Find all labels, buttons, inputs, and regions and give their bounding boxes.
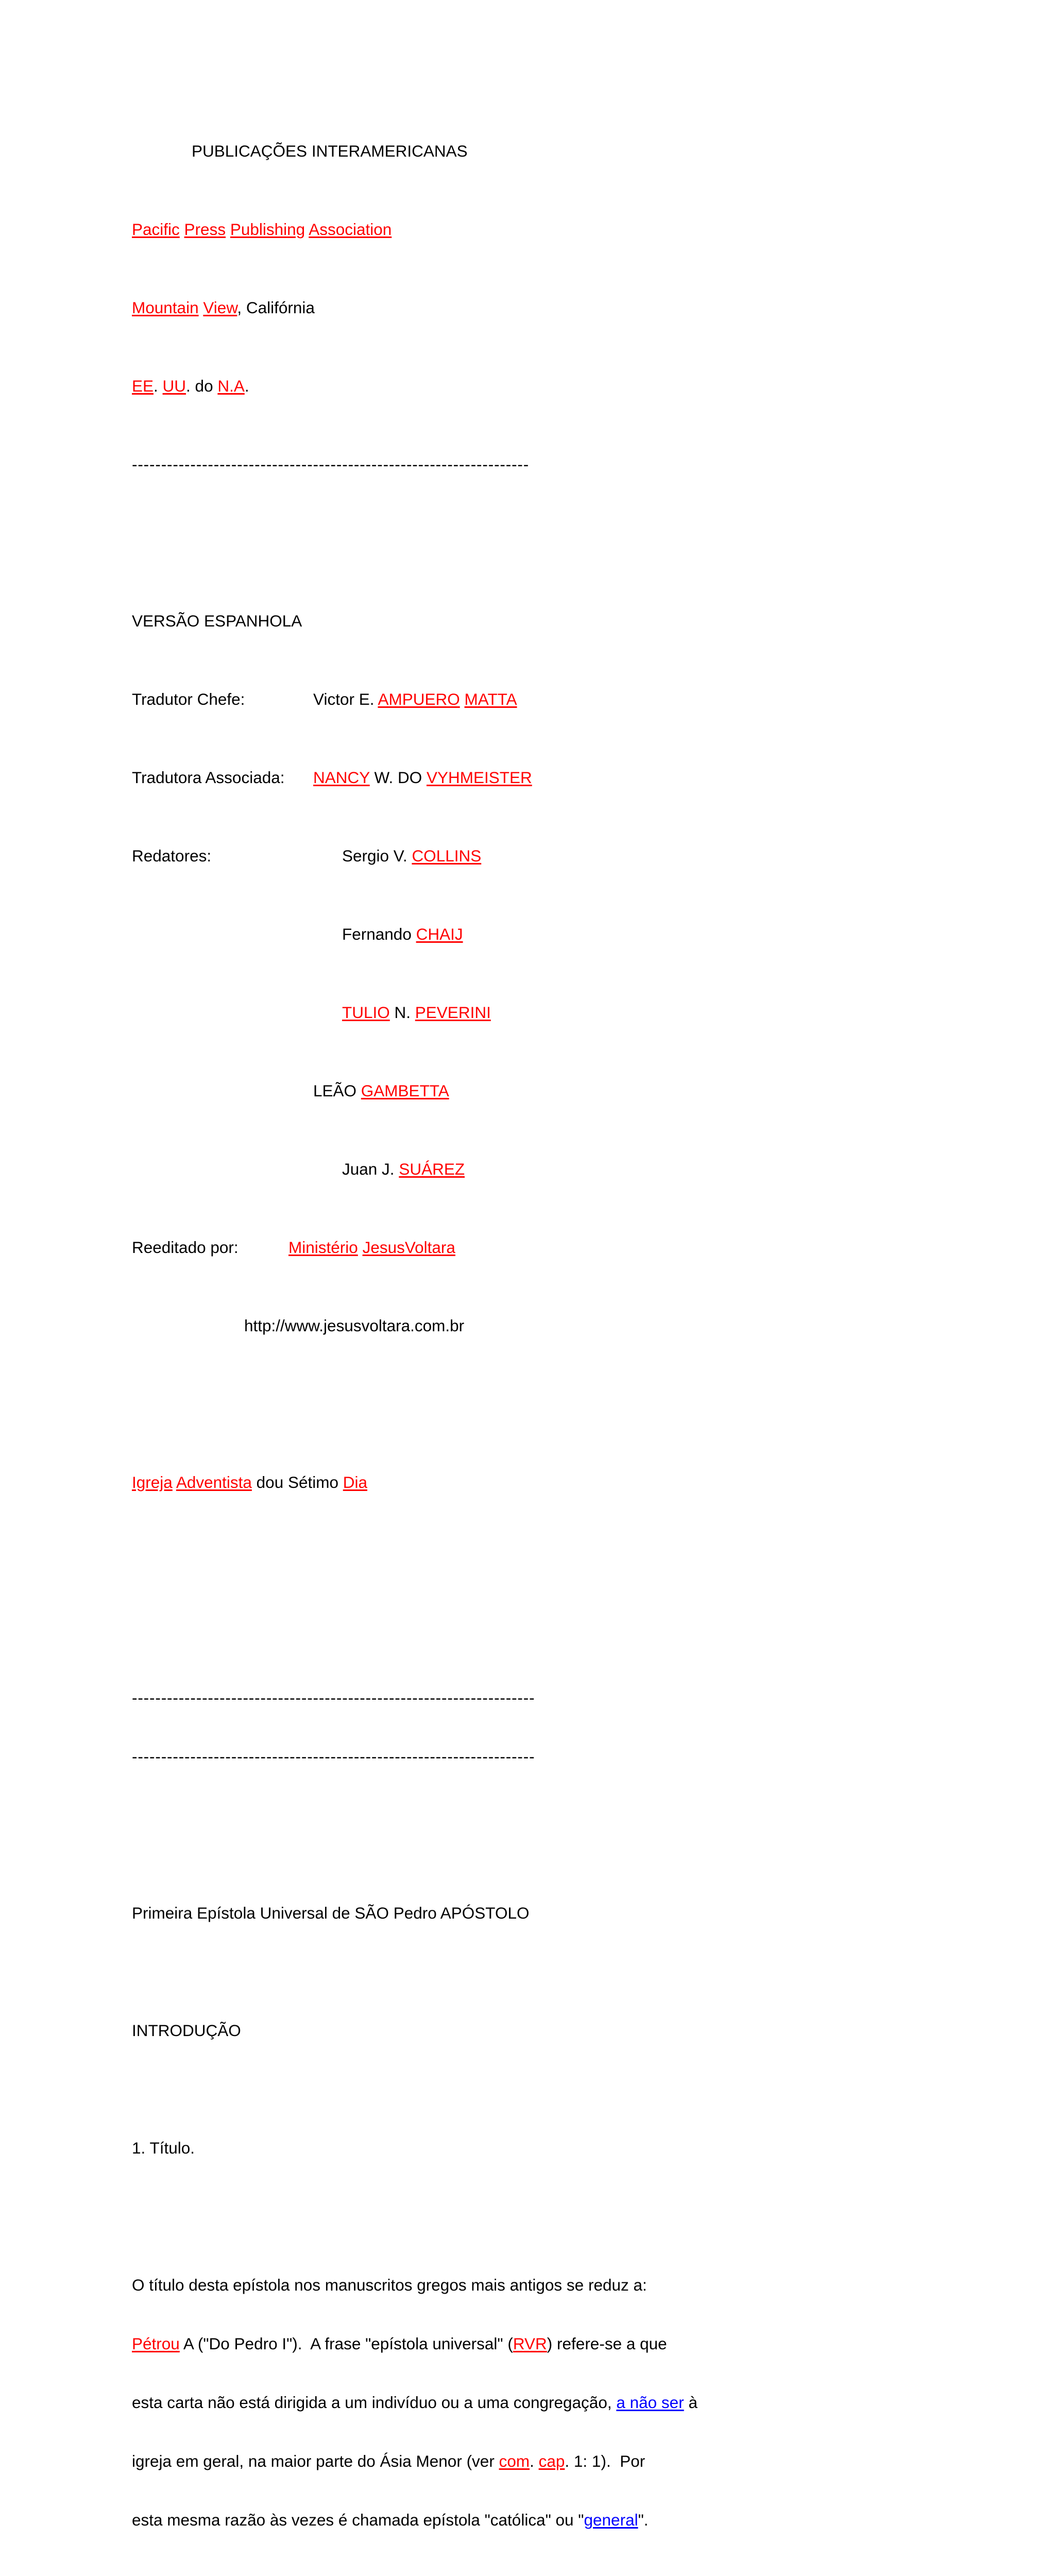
divider-rule: -------------------------------------------------------------------- <box>132 455 530 473</box>
link-a-nao-ser[interactable]: a não ser <box>616 2393 684 2412</box>
link-view[interactable]: View <box>203 298 237 317</box>
divider-rule: --------------------------------------------------------------------- <box>132 1688 535 1707</box>
chief-translator-line <box>132 689 766 709</box>
link-ampuero[interactable]: AMPUERO <box>378 690 460 708</box>
link-jesusvoltara[interactable]: JesusVoltara <box>362 1238 455 1257</box>
reedited-label: Reeditado por: <box>132 1238 239 1257</box>
editors-label: Redatores: <box>132 846 212 865</box>
church-line <box>132 1472 766 1492</box>
chief-name: Victor E. <box>313 690 378 708</box>
link-petrou[interactable]: Pétrou <box>132 2334 180 2353</box>
link-ee[interactable]: EE <box>132 377 154 395</box>
editor-name: N. <box>389 1003 415 1022</box>
editor-line <box>132 1159 766 1179</box>
country-end: . <box>244 377 249 395</box>
paragraph-line <box>132 2334 766 2353</box>
link-gambetta[interactable]: GAMBETTA <box>361 1081 449 1100</box>
link-mountain[interactable]: Mountain <box>132 298 199 317</box>
paragraph-line <box>132 2393 766 2412</box>
link-adventista[interactable]: Adventista <box>176 1473 252 1492</box>
text-run: ". <box>638 2511 649 2529</box>
link-dia[interactable]: Dia <box>343 1473 368 1492</box>
editor-value <box>342 1003 491 1022</box>
publisher-name: PUBLICAÇÕES INTERAMERICANAS <box>192 142 468 160</box>
text-run: A ("Do Pedro I"). A frase "epístola universal" ( <box>179 2334 513 2353</box>
text-run: à <box>684 2393 697 2412</box>
blank-line <box>132 1825 766 1844</box>
link-chaij[interactable]: CHAIJ <box>416 925 463 943</box>
link-nancy[interactable]: NANCY <box>313 768 370 787</box>
link-suarez[interactable]: SUÁREZ <box>399 1160 465 1178</box>
intro-heading: INTRODUÇÃO <box>132 2021 241 2040</box>
paragraph-line <box>132 2510 766 2530</box>
editor-value <box>342 1159 465 1179</box>
link-general[interactable]: general <box>584 2511 638 2529</box>
editor-value <box>313 1081 449 1100</box>
editor-value <box>342 924 463 944</box>
editor-line <box>132 1081 766 1100</box>
link-vyhmeister[interactable]: VYHMEISTER <box>426 768 532 787</box>
assoc-label: Tradutora Associada: <box>132 768 285 787</box>
blank-line <box>132 1609 766 1629</box>
reedited-line <box>132 1238 766 1257</box>
chief-label: Tradutor Chefe: <box>132 690 245 708</box>
document-page <box>132 82 766 2576</box>
reedited-value <box>288 1238 455 1257</box>
city-line <box>132 298 766 317</box>
link-matta[interactable]: MATTA <box>464 690 517 708</box>
associate-translator-line <box>132 768 766 787</box>
country-line <box>132 376 766 396</box>
editor-value <box>342 846 481 866</box>
press-line <box>132 219 766 239</box>
link-igreja[interactable]: Igreja <box>132 1473 173 1492</box>
link-press[interactable]: Press <box>184 220 226 239</box>
link-cap[interactable]: cap <box>538 2452 565 2470</box>
editor-line <box>132 846 766 866</box>
editor-line <box>132 924 766 944</box>
link-ministerio[interactable]: Ministério <box>288 1238 358 1257</box>
blank-line <box>132 2197 766 2216</box>
divider-rule: --------------------------------------------------------------------- <box>132 1747 535 1766</box>
editor-name: Sergio V. <box>342 846 412 865</box>
link-tulio[interactable]: TULIO <box>342 1003 390 1022</box>
link-uu[interactable]: UU <box>162 377 186 395</box>
version-heading: VERSÃO ESPANHOLA <box>132 612 302 630</box>
editor-line <box>132 1003 766 1022</box>
text-run: esta mesma razão às vezes é chamada epístola "católica" ou " <box>132 2511 584 2529</box>
assoc-name: W. DO <box>369 768 427 787</box>
text-run: igreja em geral, na maior parte do Ásia Menor (ver <box>132 2452 499 2470</box>
link-pacific[interactable]: Pacific <box>132 220 180 239</box>
text-run: ) refere-se a que <box>547 2334 667 2353</box>
text-run: . <box>530 2452 539 2470</box>
link-publishing[interactable]: Publishing <box>230 220 305 239</box>
country-sep: . <box>154 377 163 395</box>
link-peverini[interactable]: PEVERINI <box>415 1003 491 1022</box>
editor-name: Juan J. <box>342 1160 399 1178</box>
link-rvr[interactable]: RVR <box>513 2334 547 2353</box>
epistle-title: Primeira Epístola Universal de SÃO Pedro APÓSTOLO <box>132 1904 530 1922</box>
church-text: dou Sétimo <box>251 1473 343 1492</box>
link-collins[interactable]: COLLINS <box>412 846 482 865</box>
blank-line <box>132 533 766 552</box>
assoc-value <box>313 768 532 787</box>
editor-name: LEÃO <box>313 1081 361 1100</box>
url-line <box>132 1316 766 1335</box>
text-run: . 1: 1). Por <box>565 2452 645 2470</box>
blank-line <box>132 1962 766 1981</box>
city-rest: , Califórnia <box>237 298 315 317</box>
blank-line <box>132 1551 766 1570</box>
link-na[interactable]: N.A <box>217 377 245 395</box>
blank-line <box>132 2079 766 2099</box>
section-heading-title: 1. Título. <box>132 2139 195 2157</box>
website-url: http://www.jesusvoltara.com.br <box>244 1316 465 1335</box>
link-com[interactable]: com <box>499 2452 530 2470</box>
link-association[interactable]: Association <box>309 220 392 239</box>
blank-line <box>132 1394 766 1414</box>
editor-name: Fernando <box>342 925 416 943</box>
paragraph-line <box>132 2451 766 2471</box>
text-run: esta carta não está dirigida a um indivíduo ou a uma congregação, <box>132 2393 617 2412</box>
country-sep: . do <box>186 377 218 395</box>
chief-value <box>313 689 517 709</box>
paragraph-line: O título desta epístola nos manuscritos gregos mais antigos se reduz a: <box>132 2276 647 2294</box>
